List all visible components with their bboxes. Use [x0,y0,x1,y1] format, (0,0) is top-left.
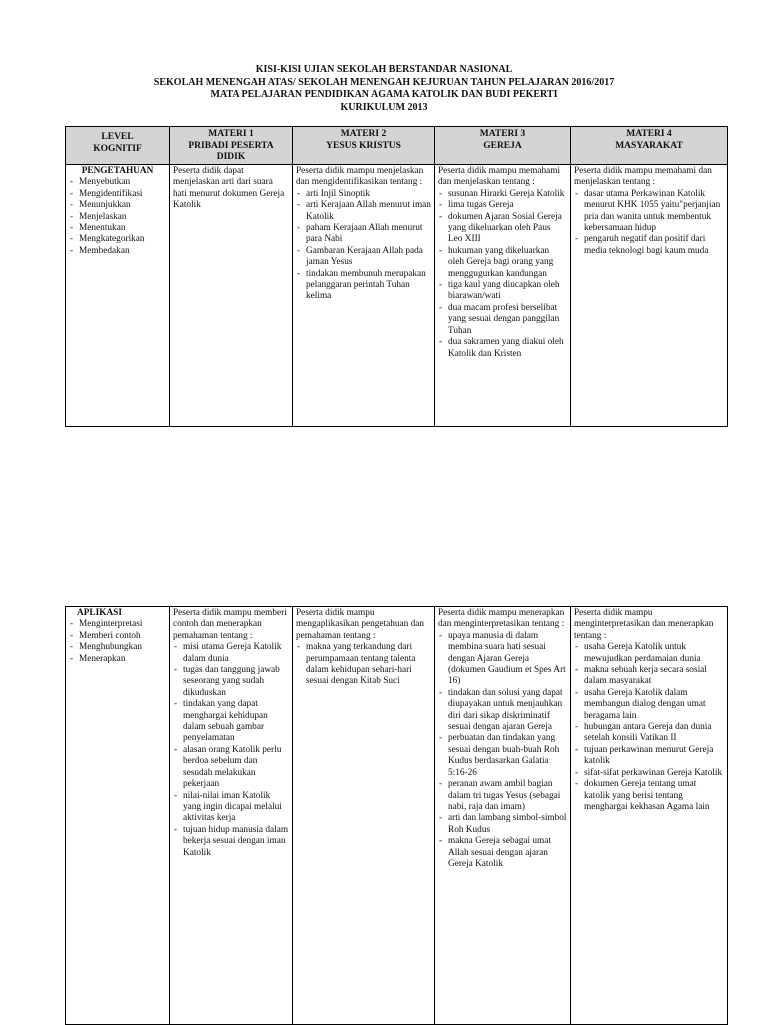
cell-intro: Peserta didik mampu memberi contoh dan menerapkan pemahaman tentang : [173,608,287,641]
list-item: - Menginterpretasi [69,619,166,630]
list-item: - Menyebutkan [69,177,166,188]
header-line-3: MATA PELAJARAN PENDIDIKAN AGAMA KATOLIK DAN BUDI PEKERTI [210,89,558,100]
header-materi-4: MATERI 4 MASYARAKAT [571,127,728,165]
list-item: - dua macam profesi berselibat yang sesuai dengan panggilan Tuhan [438,303,567,337]
materi-3-cell [435,607,571,1025]
materi-3-cell [435,165,571,427]
item-list [574,189,724,257]
header-materi-2: MATERI 2 YESUS KRISTUS [293,127,435,165]
materi-1-cell [170,165,293,427]
list-item: - misi utama Gereja Katolik dalam dunia [173,642,289,665]
cell-intro: Peserta didik mampu menginterpretasikan dan menerapkan tentang : [574,608,714,641]
list-item: - upaya manusia di dalam membina suara hati sesuai dengan Ajaran Gereja (dokumen Gaudium et Spes Art 16) [438,631,567,688]
header-line-1: KISI-KISI UJIAN SEKOLAH BERSTANDAR NASIONAL [255,64,513,75]
header-line-2: SEKOLAH MENENGAH ATAS/ SEKOLAH MENENGAH KEJURUAN TAHUN PELAJARAN 2016/2017 [153,76,615,88]
list-item: - Membedakan [69,246,166,257]
list-item: - peranan awam ambil bagian dalam tri tugas Yesus (sebagai nabi, raja dan imam) [438,779,567,813]
materi-4-cell [571,165,728,427]
list-item: - usaha Gereja Katolik dalam membangun dialog dengan umat beragama lain [574,688,724,722]
list-item: - arti dan lambang simbol-simbol Roh Kudus [438,813,567,836]
header-level-kognitif: LEVEL KOGNITIF [66,127,170,165]
cell-intro: Peserta didik mampu mengaplikasikan pengetahuan dan pemahaman tentang : [296,608,425,641]
list-item: - tujuan perkawinan menurut Gereja katolik [574,745,724,768]
list-item: - Memberi contoh [69,631,166,642]
materi-1-cell [170,607,293,1025]
list-item: - arti Injil Sinoptik [296,189,431,200]
item-list [438,189,567,360]
list-item: - susunan Hirarki Gereja Katolik [438,189,567,200]
level-title: APLIKASI [77,608,122,618]
grid-table-pengetahuan [65,126,728,427]
list-item: - Menunjukkan [69,200,166,211]
list-item: - perbuatan dan tindakan yang sesuai dengan buah-buah Roh Kudus berdasarkan Galatia 5:16-26 [438,733,567,779]
list-item: - hukuman yang dikeluarkan oleh Gereja bagi orang yang menggugurkan kandungan [438,246,567,280]
list-item: - paham Kerajaan Allah menurut para Nabi [296,223,431,246]
list-item: - Gambaran Kerajaan Allah pada jaman Yesus [296,246,431,269]
materi-2-cell [293,607,435,1025]
list-item: - Mengkategorikan [69,234,166,245]
item-list [296,642,431,688]
list-item: - lima tugas Gereja [438,200,567,211]
item-list [173,642,289,859]
cell-intro: Peserta didik mampu menerapkan dan menginterpretasikan tentang : [438,608,565,630]
list-item: - tujuan hidup manusia dalam bekerja sesuai dengan iman Katolik [173,825,289,859]
list-item: - Menghubungkan [69,642,166,653]
header-materi-1: MATERI 1 PRIBADI PESERTA DIDIK [170,127,293,165]
header-materi-3: MATERI 3 GEREJA [435,127,571,165]
verb-list [69,177,166,257]
materi-2-cell [293,165,435,427]
level-cell-pengetahuan [66,165,170,427]
verb-list [69,619,166,665]
list-item: - makna Gereja sebagai umat Allah sesuai dengan ajaran Gereja Katolik [438,836,567,870]
list-item: - dokumen Gereja tentang umat katolik yang berisi tentang menghargai kekhasan Agama lain [574,779,724,813]
item-list [574,642,724,813]
table-row [66,607,728,1025]
cell-intro: Peserta didik dapat menjelaskan arti dari suara hati menurut dokumen Gereja Katolik [173,166,285,211]
list-item: - alasan orang Katolik perlu berdoa sebelum dan sesudah melakukan pekerjaan [173,745,289,791]
header-line-4: KURIKULUM 2013 [340,101,428,113]
list-item: - sifat-sifat perkawinan Gereja Katolik [574,768,724,779]
list-item: - hubungan antara Gereja dan dunia setelah konsili Vatikan II [574,722,724,745]
list-item: - dasar utama Perkawinan Katolik menurut KHK 1055 yaitu"perjanjian pria dan wanita untuk membentuk kebersamaan hidup [574,189,724,235]
list-item: - tiga kaul yang diucapkan oleh biarawan/wati [438,280,567,303]
table-row [66,165,728,427]
list-item: - dokumen Ajaran Sosial Gereja yang dikeluarkan oleh Paus Leo XIII [438,212,567,246]
list-item: - makna sebuah kerja secara sosial dalam masyarakat [574,665,724,688]
list-item: - pengaruh negatif dan positif dari media teknologi bagi kaum muda [574,234,724,257]
list-item: - Mengidentifikasi [69,189,166,200]
list-item: - makna yang terkandung dari perumpamaan tentang talenta dalam kehidupan sehari-hari sesuai dengan Kitab Suci [296,642,431,688]
list-item: - tindakan dan solusi yang dapat diupayakan untuk menjauhkan diri dari sikap diskriminatif sesuai dengan ajaran Gereja [438,688,567,734]
list-item: - arti Kerajaan Allah menurut iman Katolik [296,200,431,223]
item-list [438,631,567,871]
list-item: - usaha Gereja Katolik untuk mewujudkan perdamaian dunia [574,642,724,665]
list-item: - tindakan yang dapat menghargai kehidupan dalam sebuah gambar penyelamatan [173,699,289,745]
list-item: - nilai-nilai iman Katolik yang ingin dicapai melalui aktivitas kerja [173,791,289,825]
level-title: PENGETAHUAN [81,166,154,176]
grid-table-aplikasi [65,606,728,1025]
item-list [296,189,431,303]
list-item: - tugas dan tanggung jawab seseorang yang sudah dikuduskan [173,665,289,699]
document-header [0,64,768,114]
list-item: - tindakan membunuh merupakan pelanggaran perintah Tuhan kelima [296,269,431,303]
cell-intro: Peserta didik mampu menjelaskan dan mengidentifikasikan tentang : [296,166,424,188]
cell-intro: Peserta didik mampu memahami dan menjelaskan tentang : [574,166,712,188]
list-item: - Menjelaskan [69,212,166,223]
table-header-row [66,127,728,165]
list-item: - Menerapkan [69,654,166,665]
cell-intro: Peserta didik mampu memahami dan menjelaskan tentang : [438,166,561,188]
materi-4-cell [571,607,728,1025]
list-item: - Menentukan [69,223,166,234]
list-item: - dua sakramen yang diakui oleh Katolik dan Kristen [438,337,567,360]
level-cell-aplikasi [66,607,170,1025]
